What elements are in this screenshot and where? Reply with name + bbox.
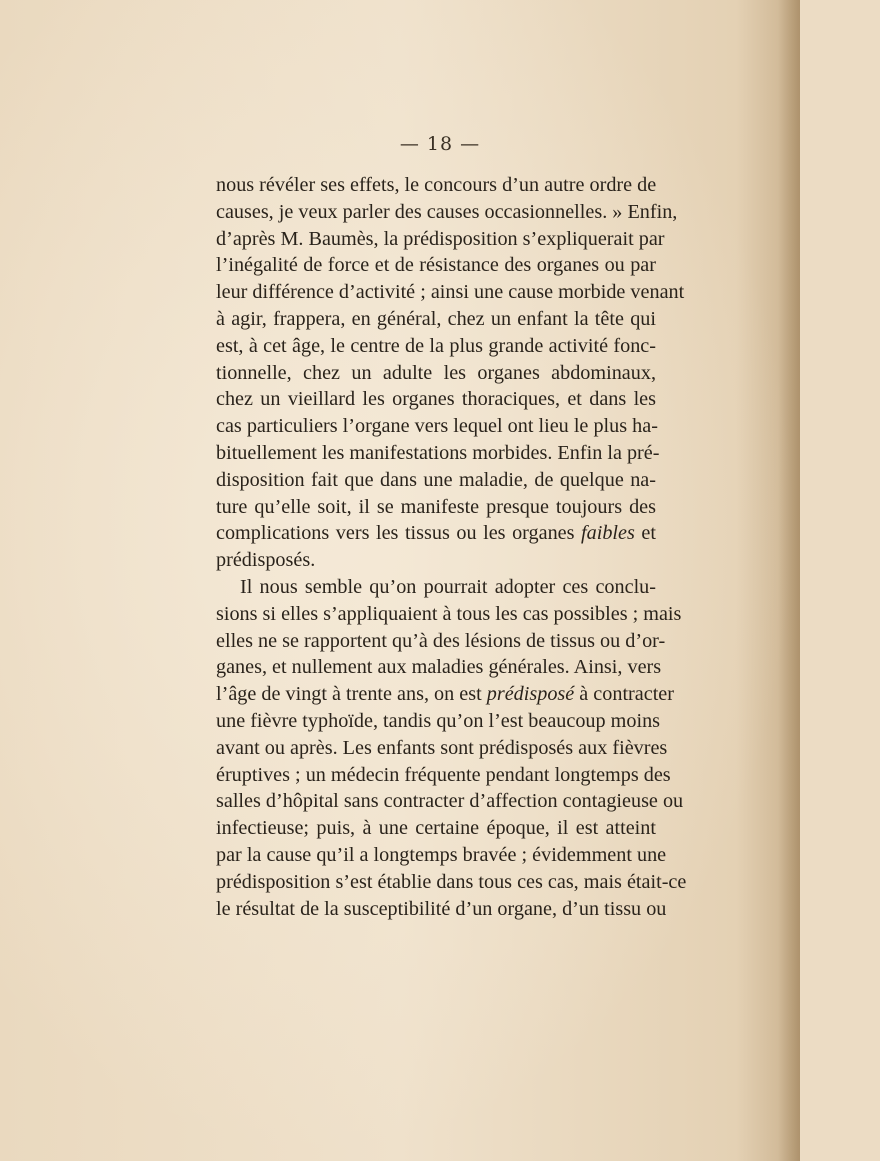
page-number: — 18 —: [399, 133, 481, 155]
text-line: le résultat de la susceptibilité d’un organe, d’un tissu ou: [216, 897, 667, 920]
page-edge-shadow: [778, 0, 800, 1161]
text-line: Il nous semble qu’on pourrait adopter ces conclu-: [240, 575, 656, 598]
text-run: et: [634, 522, 656, 545]
text-line: nous révéler ses effets, le concours d’un autre ordre de: [216, 174, 657, 196]
text-line: causes, je veux parler des causes occasionnelles. » Enfin,: [216, 200, 678, 223]
text-run: l’âge de vingt à trente ans, on est: [216, 683, 487, 706]
text-line: leur différence d’activité ; ainsi une cause morbide venant: [216, 281, 685, 304]
text-run: complications vers les tissus ou les organes: [216, 522, 582, 545]
text-line: prédisposition s’est établie dans tous ces cas, mais était-ce: [216, 870, 687, 893]
text-line: par la cause qu’il a longtemps bravée ; évidemment une: [216, 843, 667, 866]
text-line: à agir, frappera, en général, chez un enfant la tête qui: [216, 307, 656, 330]
text-run: à contracter: [574, 683, 674, 706]
text-line: ture qu’elle soit, il se manifeste presque toujours des: [216, 495, 656, 518]
text-line: une fièvre typhoïde, tandis qu’on l’est beaucoup moins: [216, 709, 661, 732]
text-line: salles d’hôpital sans contracter d’affection contagieuse ou: [216, 790, 684, 813]
text-line: cas particuliers l’organe vers lequel ont lieu le plus ha-: [216, 415, 658, 438]
body-text: [216, 172, 687, 922]
text-line: chez un vieillard les organes thoraciques, et dans les: [216, 388, 656, 411]
text-line: ganes, et nullement aux maladies générales. Ainsi, vers: [216, 656, 662, 679]
text-line: d’après M. Baumès, la prédisposition s’expliquerait par: [216, 227, 665, 250]
text-line: [216, 681, 674, 708]
text-line: avant ou après. Les enfants sont prédisposés aux fièvres: [216, 736, 668, 759]
text-line: sions si elles s’appliquaient à tous les cas possibles ; mais: [216, 602, 682, 625]
italic-word: faibles: [581, 522, 635, 545]
italic-word: prédisposé: [486, 683, 575, 706]
text-line: [216, 520, 656, 547]
text-line: tionnelle, chez un adulte les organes abdominaux,: [216, 361, 656, 384]
text-line: disposition fait que dans une maladie, de quelque na-: [216, 468, 656, 491]
text-line: l’inégalité de force et de résistance des organes ou par: [216, 254, 656, 277]
text-line: elles ne se rapportent qu’à des lésions de tissus ou d’or-: [216, 629, 666, 652]
text-line: bituellement les manifestations morbides. Enfin la pré-: [216, 441, 660, 464]
text-line: éruptives ; un médecin fréquente pendant longtemps des: [216, 763, 671, 786]
text-line: prédisposés.: [216, 549, 316, 572]
text-line: infectieuse; puis, à une certaine époque, il est atteint: [216, 817, 656, 840]
text-line: est, à cet âge, le centre de la plus grande activité fonc-: [216, 334, 656, 357]
